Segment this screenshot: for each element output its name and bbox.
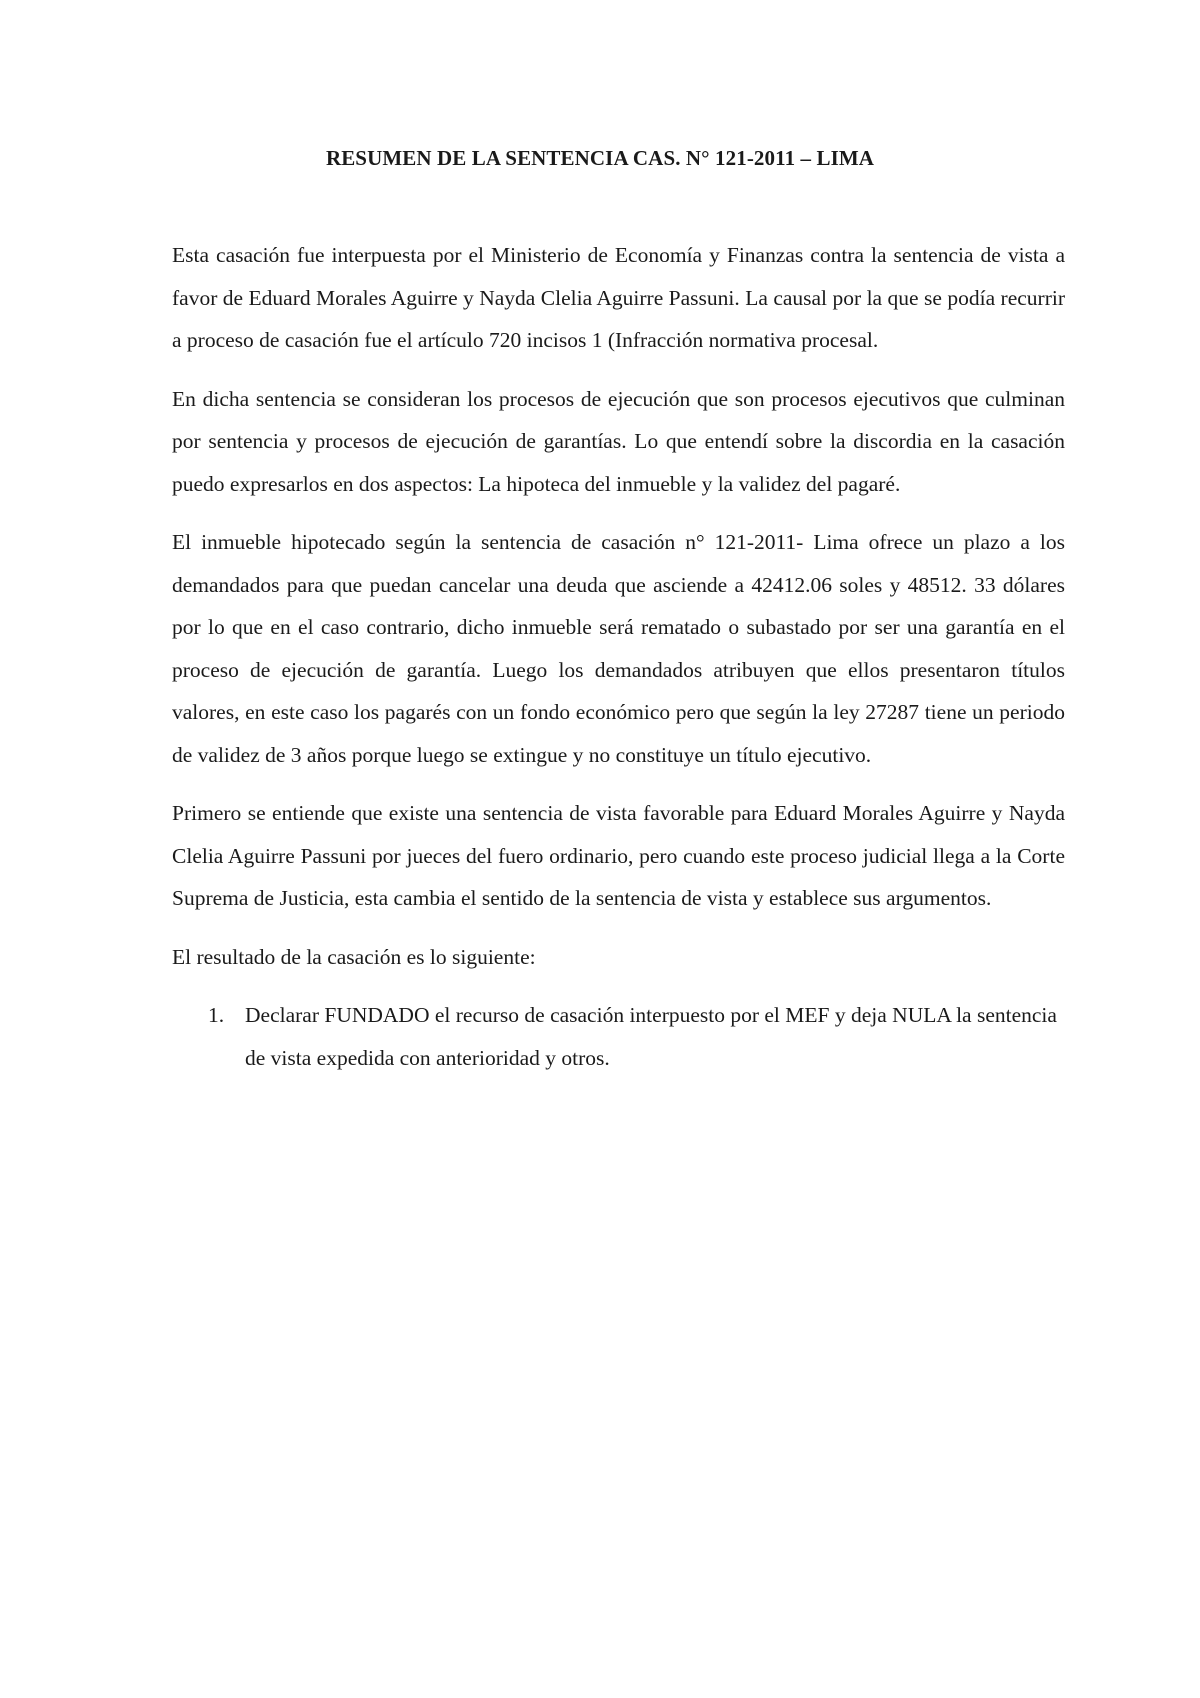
result-list bbox=[172, 994, 1065, 1079]
list-item-number: 1. bbox=[208, 1003, 225, 1027]
list-item-text: Declarar FUNDADO el recurso de casación interpuesto por el MEF y deja NULA la sentencia de vista expedida con anterioridad y otros. bbox=[245, 1003, 1057, 1070]
paragraph-resultado-intro: El resultado de la casación es lo siguiente: bbox=[172, 944, 536, 969]
paragraph-procesos-ejecucion: En dicha sentencia se consideran los procesos de ejecución que son procesos ejecutivos que culminan por sentencia y procesos de ejecución de garantías. Lo que entendí sobre la discordia en la casación puedo expresarlos en dos aspectos: La hipoteca del inmueble y la validez del pagaré. bbox=[172, 386, 1065, 496]
document-title: RESUMEN DE LA SENTENCIA CAS. N° 121-2011 – LIMA bbox=[325, 146, 875, 170]
list-item bbox=[172, 994, 1065, 1079]
paragraph-casacion-intro: Esta casación fue interpuesta por el Ministerio de Economía y Finanzas contra la sentencia de vista a favor de Eduard Morales Aguirre y Nayda Clelia Aguirre Passuni. La causal por la que se podía recurrir a proceso de casación fue el artículo 720 incisos 1 (Infracción normativa procesal. bbox=[172, 243, 1065, 352]
document-body bbox=[172, 234, 1065, 1079]
paragraph-sentencia-vista: Primero se entiende que existe una sentencia de vista favorable para Eduard Morales Aguirre y Nayda Clelia Aguirre Passuni por jueces del fuero ordinario, pero cuando este proceso judicial llega a la Corte Suprema de Justicia, esta cambia el sentido de la sentencia de vista y establece sus argumentos. bbox=[172, 801, 1065, 910]
paragraph-inmueble-hipotecado: El inmueble hipotecado según la sentencia de casación n° 121-2011- Lima ofrece un plazo a los demandados para que puedan cancelar una deuda que asciende a 42412.06 soles y 48512. 33 dólares por lo que en el caso contrario, dicho inmueble será rematado o subastado por ser una garantía en el proceso de ejecución de garantía. Luego los demandados atribuyen que ellos presentaron títulos valores, en este caso los pagarés con un fondo económico pero que según la ley 27287 tiene un periodo de validez de 3 años porque luego se extingue y no constituye un título ejecutivo. bbox=[172, 530, 1065, 767]
